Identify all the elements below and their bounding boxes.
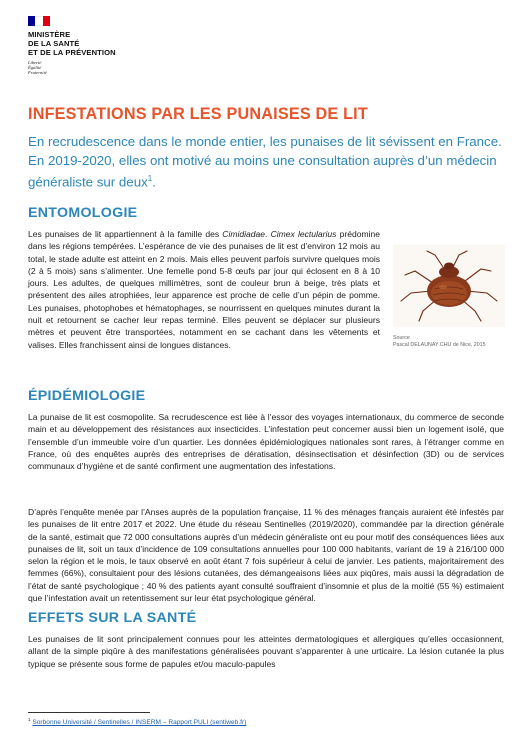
paragraph-entomologie: Les punaises de lit appartiennent à la famille des Cimidiadae. Cimex lectularius prédomine dans les régions tempérées. L’espérance de vie des punaises de lit est d’environ 12 mois au total, le stade adulte est atteint en 2 mois. Mais elles peuvent parfois survivre quelques mois (2 à 5 mois) sans s’alimenter. Une femelle pond 5-8 œufs par jour qui éclosent en 8 à 10 jours. Les adultes, de quelques millimètres, sont de couleur brun à beige, très plats et présentent des ailes atrophiées, leur apparence est proche de celle d’un pépin de pomme. Les punaises, photophobes et hématophages, se nourrissent en quelques minutes durant la nuit et retournent se cacher leur repas terminé. Elles peuvent se déplacer sur plusieurs mètres et peuvent être transportées, notamment en se cachant dans les vêtements et valises. Elles franchissent ainsi de longues distances.	[28, 229, 380, 350]
footnote-link[interactable]: Sorbonne Université / Sentinelles / INSERM – Rapport PULI (sentiweb.fr)	[32, 719, 247, 727]
heading-epidemiologie: ÉPIDÉMIOLOGIE	[28, 388, 146, 404]
footnote-divider	[28, 712, 150, 713]
french-flag-icon	[28, 16, 50, 26]
paragraph-effets-sante: Les punaises de lit sont principalement connues pour les atteintes dermatologiques et allergiques qu’elles occasionnent, allant de la simple piqûre à des manifestations généralisées pouvant s’apparenter à une urticaire. La lésion cutanée la plus typique se présente sous forme de papules et/ou maculo-papules	[28, 634, 504, 669]
lead-paragraph: En recrudescence dans le monde entier, les punaises de lit sévissent en France. En 2019-2020, elles ont motivé au moins une consultation auprès d’un médecin généraliste sur deux$^1$.	[28, 134, 502, 190]
photo-caption: Source Pascal DELAUNAY CHU de Nice, 2015	[393, 335, 486, 348]
bedbug-photo	[393, 245, 505, 327]
footnote: $^1$ Sorbonne Université / Sentinelles / INSERM – Rapport PULI (sentiweb.fr)	[28, 717, 247, 727]
heading-effets-sante: EFFETS SUR LA SANTÉ	[28, 610, 197, 626]
ministry-logo	[28, 16, 168, 76]
footnote-ref: 1	[147, 174, 153, 183]
republic-motto: Liberté Égalité Fraternité	[28, 60, 47, 76]
paragraph-epidemiologie-1: La punaise de lit est cosmopolite. Sa recrudescence est liée à l’essor des voyages internationaux, du commerce de seconde main et au développement des résistances aux insecticides. L’infestation peut concerner aussi bien un logement isolé, que l’ensemble d’un immeuble voire d’un quartier. Les données épidémiologiques nationales sont rares, à l’étranger comme en France, où des enquêtes auprès des entreprises de dératisation, désinsectisation et désinfection (3D) ou de services communaux d’hygiène et de santé confirment une augmentation des infestations.	[28, 412, 504, 472]
page-title: INFESTATIONS PAR LES PUNAISES DE LIT	[28, 105, 368, 123]
heading-entomologie: ENTOMOLOGIE	[28, 205, 138, 221]
ministry-name: MINISTÈRE DE LA SANTÉ ET DE LA PRÉVENTION	[28, 30, 116, 57]
paragraph-epidemiologie-2: D’après l’enquête menée par l’Anses auprès de la population française, 11 % des ménages français auraient été infestés par les punaises de lit entre 2017 et 2022. Une étude du réseau Sentinelles (2019/2020), commandée par la direction générale de la santé, estimait que 72 000 consultations auprès d’un médecin généraliste ont eu pour motif des conséquences liées aux punaises de lit, soit un taux d’incidence de 109 consultations annuelles pour 100 000 habitants, variant de 19 à 216/100 000 selon la région et le mois, le taux observé en août étant 7 fois supérieur à celui de janvier. Les patients, majoritairement des femmes (66%), consultaient pour des lésions cutanées, des démangeaisons liées aux piqûres, mais aussi la dégradation de l’état de santé psychologique ; 40 % des patients ayant consulté souffraient d’insomnie et plus de la moitié (55 %) estimaient que l’infestation avait un retentissement sur leur état psychologique général.	[28, 507, 504, 604]
